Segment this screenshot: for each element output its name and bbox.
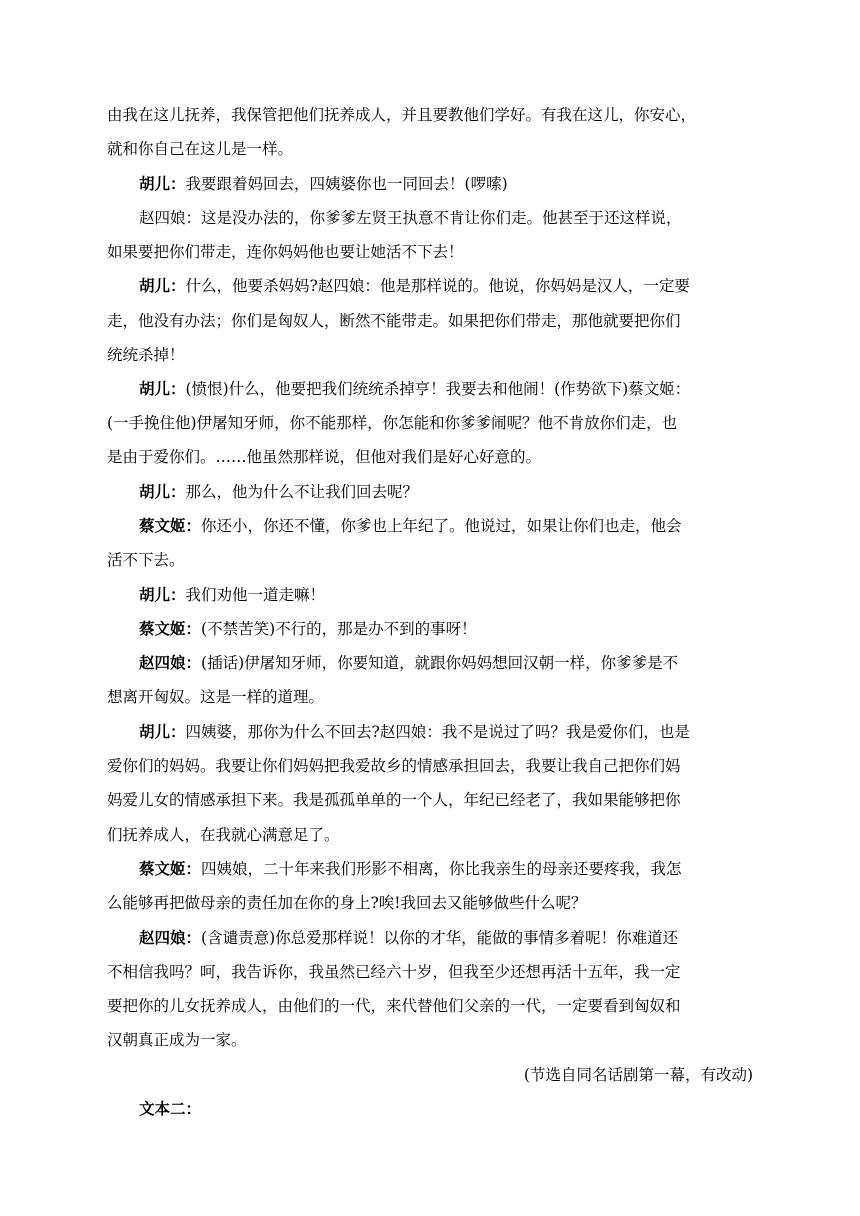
text-line: 就和你自己在这儿是一样。 [107, 140, 294, 158]
speaker-label: 胡儿： [139, 585, 186, 604]
text-line: 要把你的儿女抚养成人，由他们的一代，来代替他们父亲的一代，一定要看到匈奴和 [107, 997, 681, 1015]
speaker-label: 胡儿： [139, 482, 186, 501]
text-line: 赵四娘：这是没办法的，你爹爹左贤王执意不肯让你们走。他甚至于还这样说， [139, 209, 682, 227]
speaker-label: 胡儿： [139, 276, 186, 295]
dialogue-line [139, 928, 860, 948]
dialogue-text: 四姨婆，那你为什么不回去?赵四娘：我不是说过了吗？我是爱你们，也是 [185, 723, 690, 741]
text-line: 妈爱儿女的情感承担下来。我是孤孤单单的一个人，年纪已经老了，我如果能够把你 [107, 791, 681, 809]
dialogue-text: 我们劝他一道走嘛！ [185, 586, 326, 604]
text-line: 是由于爱你们。……他虽然那样说，但他对我们是好心好意的。 [107, 448, 542, 466]
source-note: (节选自同名话剧第一幕，有改动) [523, 1066, 753, 1084]
dialogue-line [139, 859, 860, 879]
dialogue-line [139, 653, 860, 673]
dialogue-text: 我要跟着妈回去，四姨婆你也一同回去！(啰嗦) [185, 175, 508, 193]
dialogue-line [139, 722, 860, 742]
section-heading: 文本二： [139, 1099, 202, 1118]
text-line: 统统杀掉！ [107, 346, 185, 364]
dialogue-line [139, 174, 860, 194]
speaker-label: 蔡文姬： [139, 619, 202, 638]
text-line: 么能够再把做母亲的责任加在你的身上?唉!我回去又能够做些什么呢？ [107, 894, 587, 912]
text-line: 由我在这儿抚养，我保管把他们抚养成人，并且要教他们学好。有我在这儿，你安心， [107, 106, 697, 124]
speaker-label: 胡儿： [139, 722, 186, 741]
dialogue-line [139, 276, 860, 296]
text-line: 想离开匈奴。这是一样的道理。 [107, 688, 325, 706]
dialogue-line [139, 482, 860, 502]
dialogue-text: (愤恨)什么，他要把我们统统杀掉亨！我要去和他闹！(作势欲下)蔡文姬： [185, 380, 691, 398]
speaker-label: 蔡文姬： [139, 516, 202, 535]
dialogue-text: 四姨娘，二十年来我们形影不相离，你比我亲生的母亲还要疼我，我怎 [201, 860, 682, 878]
text-line: 活不下去。 [107, 551, 185, 569]
dialogue-line [139, 585, 860, 605]
text-line: 如果要把你们带走，连你妈妈他也要让她活不下去！ [107, 243, 464, 261]
text-line: 汉朝真正成为一家。 [107, 1031, 247, 1049]
dialogue-line [139, 619, 860, 639]
dialogue-line [139, 516, 860, 536]
speaker-label: 赵四娘： [139, 928, 202, 947]
speaker-label: 胡儿： [139, 174, 186, 193]
text-line: 走，他没有办法；你们是匈奴人，断然不能带走。如果把你们带走，那他就要把你们 [107, 312, 681, 330]
dialogue-text: (插话)伊屠知牙师，你要知道，就跟你妈妈想回汉朝一样，你爹爹是不 [201, 654, 679, 672]
text-line: (一手挽住他)伊屠知牙师，你不能那样，你怎能和你爹爹闹呢？他不肯放你们走，也 [107, 414, 678, 432]
text-line: 不相信我吗？呵，我告诉你，我虽然已经六十岁，但我至少还想再活十五年，我一定 [107, 963, 681, 981]
speaker-label: 胡儿： [139, 379, 186, 398]
dialogue-text: 什么，他要杀妈妈?赵四娘：他是那样说的。他说，你妈妈是汉人，一定要 [185, 277, 690, 295]
dialogue-text: (含谴责意)你总爱那样说！以你的才华，能做的事情多着呢！你难道还 [201, 929, 679, 947]
dialogue-text: (不禁苦笑)不行的，那是办不到的事呀！ [201, 620, 477, 638]
dialogue-line [139, 379, 860, 399]
dialogue-text: 那么，他为什么不让我们回去呢？ [185, 483, 419, 501]
dialogue-text: 你还小，你还不懂，你爹也上年纪了。他说过，如果让你们也走，他会 [201, 517, 682, 535]
text-line: 爱你们的妈妈。我要让你们妈妈把我爱故乡的情感承担回去，我要让我自己把你们妈 [107, 757, 681, 775]
speaker-label: 赵四娘： [139, 653, 202, 672]
text-line: 们抚养成人，在我就心满意足了。 [107, 826, 340, 844]
speaker-label: 蔡文姬： [139, 859, 202, 878]
